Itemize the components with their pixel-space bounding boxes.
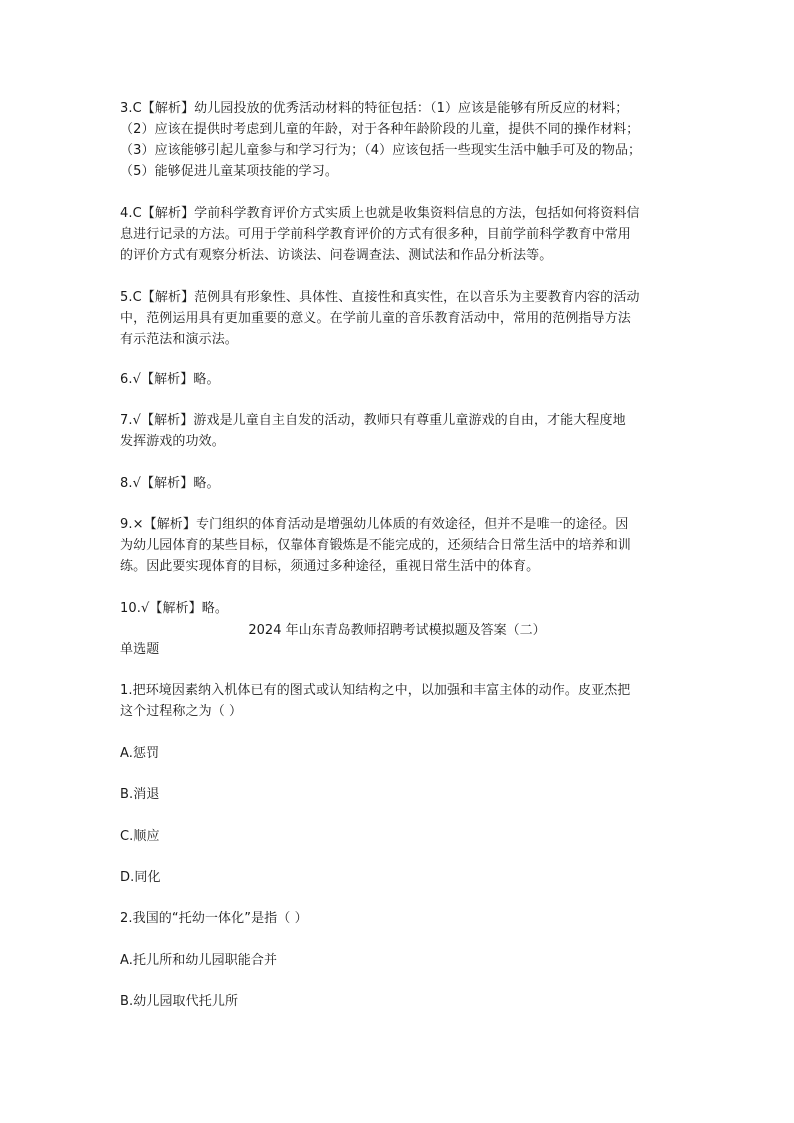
section-heading (120, 639, 680, 660)
question-line: 1.把环境因素纳入机体已有的图式或认知结构之中，以加强和丰富主体的动作。皮亚杰把 (120, 683, 631, 698)
answer-line: （3）应该能够引起儿童参与和学习行为；（4）应该包括一些现实生活中触手可及的物品； (120, 143, 642, 158)
question-1-stem (120, 680, 680, 722)
option-text: B.消退 (120, 787, 160, 802)
option-text: A.托儿所和幼儿园职能合并 (120, 953, 278, 968)
option-text: B.幼儿园取代托儿所 (120, 994, 239, 1009)
answer-line: 7.√【解析】游戏是儿童自主自发的活动，教师只有尊重儿童游戏的自由，才能大程度地 (120, 413, 626, 428)
question-1-option-a (120, 743, 680, 764)
answer-3 (120, 98, 680, 182)
answer-line: 发挥游戏的功效。 (120, 434, 225, 449)
answer-line: （2）应该在提供时考虑到儿童的年龄，对于各种年龄阶段的儿童，提供不同的操作材料； (120, 122, 640, 137)
question-1-option-b (120, 784, 680, 805)
answer-10 (120, 598, 680, 619)
option-text: D.同化 (120, 870, 161, 885)
option-text: A.惩罚 (120, 746, 160, 761)
exam-title (0, 620, 794, 641)
answer-line: 8.√【解析】略。 (120, 476, 220, 491)
question-1-option-c (120, 826, 680, 847)
answer-line: 10.√【解析】略。 (120, 601, 228, 616)
answer-line: 4.C【解析】学前科学教育评价方式实质上也就是收集资料信息的方法，包括如何将资料信 (120, 206, 640, 221)
answer-line: 5.C【解析】范例具有形象性、具体性、直接性和真实性，在以音乐为主要教育内容的活动 (120, 290, 640, 305)
answer-line: 练。因此要实现体育的目标，须通过多种途径，重视日常生活中的体育。 (120, 559, 540, 574)
answer-line: （5）能够促进儿童某项技能的学习。 (120, 164, 338, 179)
answer-line: 息进行记录的方法。可用于学前科学教育评价的方式有很多种，目前学前科学教育中常用 (120, 227, 631, 242)
exam-title-text: 2024 年山东青岛教师招聘考试模拟题及答案（二） (248, 623, 546, 638)
question-line: 2.我国的“托幼一体化”是指（ ） (120, 911, 308, 926)
question-2-option-b (120, 991, 680, 1012)
answer-line: 9.×【解析】专门组织的体育活动是增强幼儿体质的有效途径，但并不是唯一的途径。因 (120, 517, 629, 532)
answer-line: 中，范例运用具有更加重要的意义。在学前儿童的音乐教育活动中，常用的范例指导方法 (120, 311, 631, 326)
question-line: 这个过程称之为（ ） (120, 704, 243, 719)
answer-4 (120, 203, 680, 266)
answer-line: 的评价方式有观察分析法、访谈法、问卷调查法、测试法和作品分析法等。 (120, 248, 553, 263)
answer-line: 为幼儿园体育的某些目标，仅靠体育锻炼是不能完成的，还须结合日常生活中的培养和训 (120, 538, 631, 553)
question-2-option-a (120, 950, 680, 971)
option-text: C.顺应 (120, 829, 160, 844)
section-heading-text: 单选题 (120, 642, 160, 657)
answer-line: 有示范法和演示法。 (120, 332, 238, 347)
answer-8 (120, 473, 680, 494)
answer-7 (120, 410, 680, 452)
question-1-option-d (120, 867, 680, 888)
question-2-stem (120, 908, 680, 929)
answer-6 (120, 369, 680, 390)
answer-5 (120, 287, 680, 350)
answer-9 (120, 514, 680, 577)
answer-line: 3.C【解析】幼儿园投放的优秀活动材料的特征包括：（1）应该是能够有所反应的材料； (120, 101, 629, 116)
answer-line: 6.√【解析】略。 (120, 372, 220, 387)
